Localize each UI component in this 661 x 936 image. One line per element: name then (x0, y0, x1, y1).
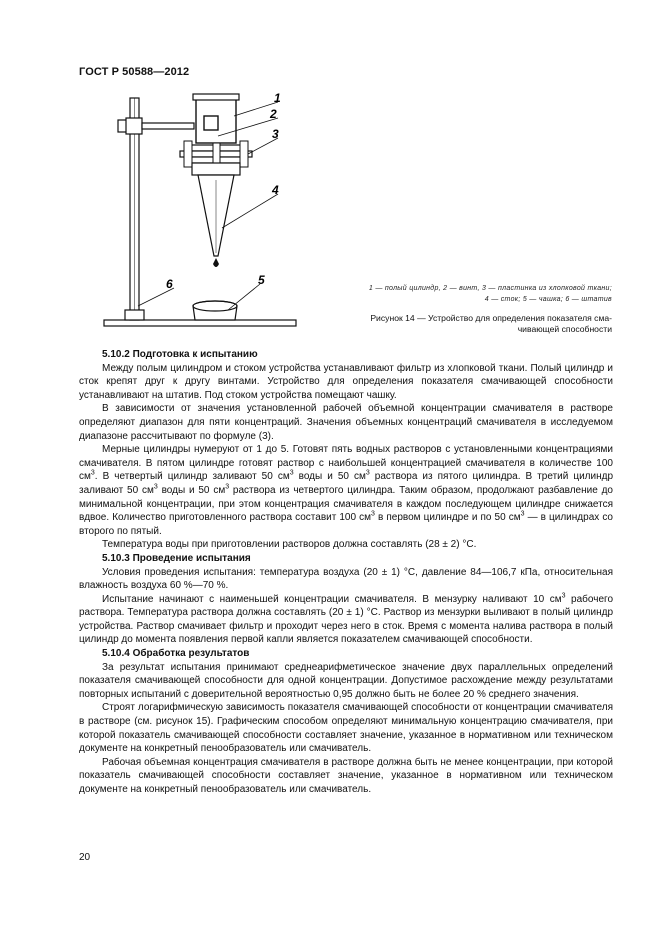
paragraph: Между полым цилиндром и стоком устройства устанавливают фильтр из хлопковой ткани. Полый цилиндр и сток крепят друг к другу винтами. Устройство для определения показателя смачивающей способности устанавливают на штатив. Под стоком устройства помещают чашку. (79, 362, 613, 401)
paragraph: Мерные цилиндры нумеруют от 1 до 5. Готовят пять водных растворов с установленными концентрациями смачивателя. В пятом цилиндре готовят раствор с наибольшей концентрацией смачивателя в количестве 100 $см^3$. В четвертый цилиндр заливают 50 $см^3$ воды и 50 $см^3$ раствора из пятого цилиндра. В третий цилиндр заливают 50 $см^3$ воды и 50 $см^3$ раствора из четвертого цилиндра. Таким образом, продолжают разбавление до минимальной концентрации, при этом концентрация смачивателя в каждом последующем цилиндре снижается вдвое. Количество приготовленного раствора составит 100 $см^3$ в первом цилиндре и по 50 $см^3$ — в цилиндрах со второго по пятый. (79, 444, 614, 537)
legend-line-2: 4 — сток; 5 — чашка; 6 — штатив (484, 296, 612, 303)
paragraph: За результат испытания принимают среднеарифметическое значение двух параллельных определений показателя смачивающей способности для одной концентрации. Допустимое расхождение между результатами повторных испытаний с доверительной вероятностью 0,95 должно быть не более 20 % среднего значения. (79, 661, 613, 700)
paragraph: Условия проведения испытания: температура воздуха (20 ± 1) °С, давление 84—106,7 кПа, относительная влажность воздуха 60 %—70 %. (79, 566, 613, 592)
paragraph: В зависимости от значения установленной рабочей объемной концентрации смачивателя в растворе определяют диапазон для пяти концентраций. Значения объемных концентраций смачивателя в исследуемом диапазоне рассчитывают по формуле (3). (79, 403, 613, 442)
caption-line-2: чивающей способности (517, 324, 612, 334)
callout-5: 5 (258, 273, 265, 287)
callout-4: 4 (272, 183, 279, 197)
standard-header: ГОСТ Р 50588—2012 (79, 66, 190, 78)
clamp-arm (142, 123, 194, 129)
section-heading-testing: 5.10.3 Проведение испытания (102, 552, 251, 564)
paragraph: Испытание начинают с наименьшей концентрации смачивателя. В мензурку наливают 10 $см^3$ рабочего раствора. Температура раствора должна составлять (20 ± 1) °С. Раствор из мензурки выливают в полый цилиндр устройства. Раствор смачивает фильтр и проходит через него в сток. Время с момента налива раствора в полый цилиндр до момента появления первой капли является показателем смачивающей способности. (79, 592, 614, 646)
callout-2: 2 (270, 107, 277, 121)
callout-3: 3 (272, 127, 279, 141)
callout-6: 6 (166, 277, 173, 291)
paragraph: Температура воды при приготовлении растворов должна составлять (28 ± 2) °С. (102, 539, 477, 551)
section-heading-processing: 5.10.4 Обработка результатов (102, 648, 250, 660)
drop (213, 258, 219, 267)
paragraph: Строят логарифмическую зависимость показателя смачивающей способности от концентрации смачивателя в растворе (см. рисунок 15). Графическим способом определяют минимальную концентрацию смачивателя, при которой показатель смачивающей способности составляет значение, указанное в нормативном или техническом документе на конкретный пенообразователь или смачиватель. (79, 702, 613, 755)
figure-caption (316, 313, 612, 335)
section-heading-preparation: 5.10.2 Подготовка к испытанию (102, 349, 258, 360)
page-number: 20 (79, 852, 91, 863)
body-text (79, 348, 613, 797)
paragraph: Рабочая объемная концентрация смачивателя в растворе должна быть не менее концентрации, при которой показатель смачивающей способности составляет значение, указанное в нормативном или техническом документе на конкретный пенообразователь или смачиватель. (79, 756, 613, 795)
screw-box (204, 116, 218, 130)
caption-line-1: Рисунок 14 — Устройство для определения показателя сма- (370, 313, 612, 323)
callout-1: 1 (274, 91, 281, 105)
legend-line-1: 1 — полый цилиндр, 2 — винт, 3 — пластинка из хлопковой ткани; (368, 285, 612, 292)
figure-legend (316, 283, 612, 305)
apparatus-figure (100, 88, 300, 334)
stand-base (104, 320, 296, 326)
